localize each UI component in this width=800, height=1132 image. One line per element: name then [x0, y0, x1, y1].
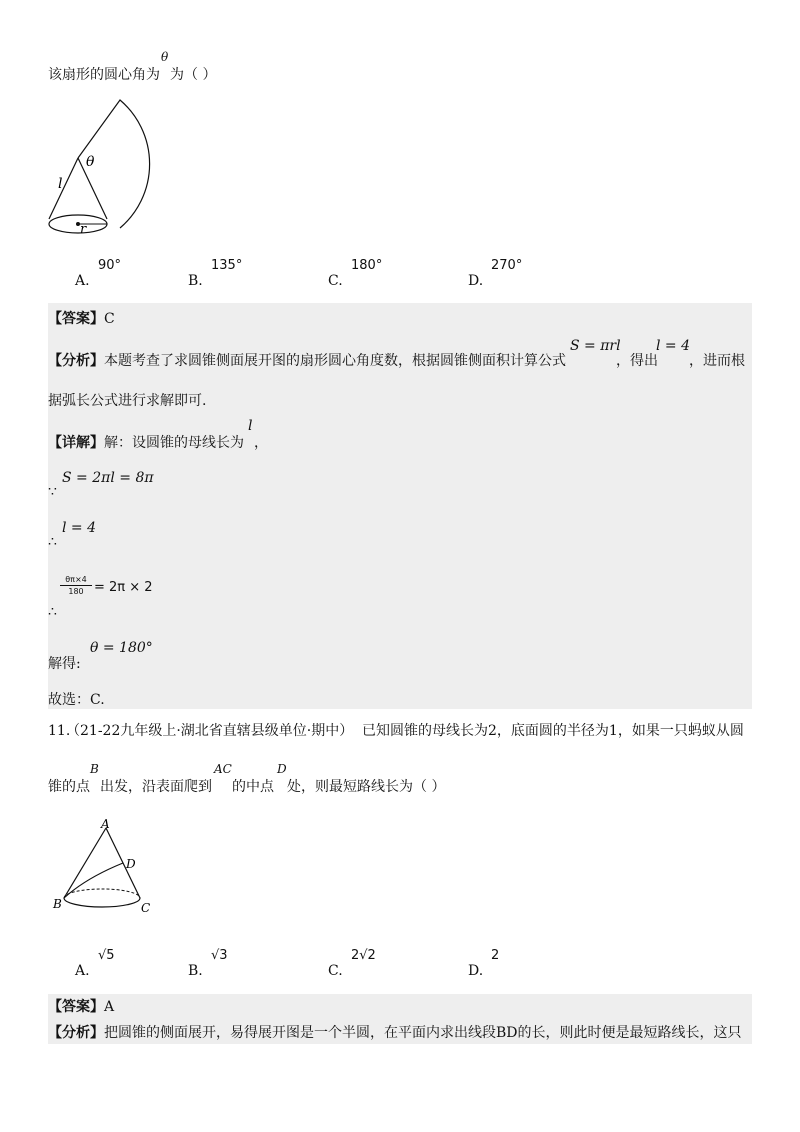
q10-analysis-text-1: 本题考查了求圆锥侧面展开图的扇形圆心角度数，根据圆锥侧面积计算公式: [104, 353, 566, 369]
q10-fig-l: l: [58, 176, 63, 192]
q10-step3-numerator: θπ×4: [60, 574, 92, 586]
q11-var-ac: AC: [214, 762, 232, 776]
q10-analysis-text-4: 据弧长公式进行求解即可.: [48, 393, 207, 409]
q10-fig-theta: θ: [86, 154, 95, 170]
q10-analysis-label: 【分析】: [48, 353, 104, 369]
q10-option-a-value: 90°: [98, 258, 122, 273]
q11-option-b-value: √3: [211, 948, 228, 963]
q11-option-c-value: 2√2: [351, 948, 376, 963]
q10-analysis-text-2: ，得出: [616, 353, 658, 369]
q11-option-d-letter: D.: [468, 963, 484, 979]
q11-answer-value: A: [104, 999, 115, 1015]
q10-analysis-text-3: ，进而根: [689, 353, 745, 369]
q10-fig-r: r: [80, 222, 87, 237]
q10-analysis-formula-2: l = 4: [656, 338, 691, 354]
q11-option-b-letter: B.: [188, 963, 203, 979]
q11-text-2d: 处，则最短路线长为（ ）: [287, 779, 446, 795]
q11-var-b: B: [90, 762, 99, 776]
q10-stem-text: 该扇形的圆心角为: [48, 67, 160, 83]
q10-solve-label: 解得:: [48, 656, 81, 672]
q11-fig-a: A: [101, 817, 110, 831]
q11-fig-d: D: [126, 857, 136, 871]
q11-option-a-letter: A.: [75, 963, 90, 979]
q11-answer-label: 【答案】: [48, 999, 104, 1015]
q11-text-2a: 锥的点: [48, 779, 90, 795]
q11-analysis-text: 把圆锥的侧面展开，易得展开图是一个半圆，在平面内求出线段BD的长，则此时便是最短路线长，这只: [104, 1025, 742, 1041]
q10-option-d-value: 270°: [491, 258, 523, 273]
q10-answer-label: 【答案】: [48, 311, 104, 327]
q10-detail-var: l: [248, 418, 253, 434]
q11-var-d: D: [277, 762, 287, 776]
therefore-symbol-2: ∴: [48, 604, 57, 620]
q10-choose: 故选：C.: [48, 692, 105, 708]
q10-detail-label: 【详解】: [48, 435, 104, 451]
q11-option-a-value: √5: [98, 948, 115, 963]
q11-option-c-letter: C.: [328, 963, 343, 979]
q10-step3-rhs: = 2π × 2: [94, 580, 153, 595]
q10-option-d-letter: D.: [468, 273, 484, 289]
q10-detail-comma: ，: [254, 435, 268, 451]
q11-fig-b: B: [53, 897, 62, 911]
q11-text-1: 已知圆锥的母线长为2，底面圆的半径为1，如果一只蚂蚁从圆: [362, 723, 744, 739]
q10-step3-denominator: 180: [68, 587, 84, 596]
q11-source: （21-22九年级上·湖北省直辖县级单位·期中）: [66, 723, 354, 739]
q10-analysis-formula-1: S = πrl: [570, 338, 621, 354]
because-symbol: ∵: [48, 484, 57, 500]
q10-option-a-letter: A.: [75, 273, 90, 289]
q10-step3-fraction: [60, 574, 92, 597]
q10-stem-theta: θ: [161, 50, 169, 64]
q10-step2: l = 4: [62, 520, 97, 536]
q10-stem-suffix: 为（ ）: [170, 67, 217, 83]
q10-detail-text: 解：设圆锥的母线长为: [104, 435, 244, 451]
q10-option-b-value: 135°: [211, 258, 243, 273]
q11-text-2c: 的中点: [232, 779, 274, 795]
q10-option-c-letter: C.: [328, 273, 343, 289]
q11-number: 11.: [48, 723, 71, 739]
q11-cone-figure: [48, 816, 168, 920]
q10-step4: θ = 180°: [90, 640, 153, 656]
q10-option-c-value: 180°: [351, 258, 383, 273]
q11-option-d-value: 2: [491, 948, 500, 963]
q10-step1: S = 2πl = 8π: [62, 470, 154, 486]
q10-sector-figure: [40, 96, 170, 244]
therefore-symbol-1: ∴: [48, 534, 57, 550]
q11-text-2b: 出发，沿表面爬到: [100, 779, 212, 795]
q10-option-b-letter: B.: [188, 273, 203, 289]
q11-analysis-label: 【分析】: [48, 1025, 104, 1041]
q10-answer-value: C: [104, 311, 115, 327]
q11-fig-c: C: [141, 901, 151, 915]
